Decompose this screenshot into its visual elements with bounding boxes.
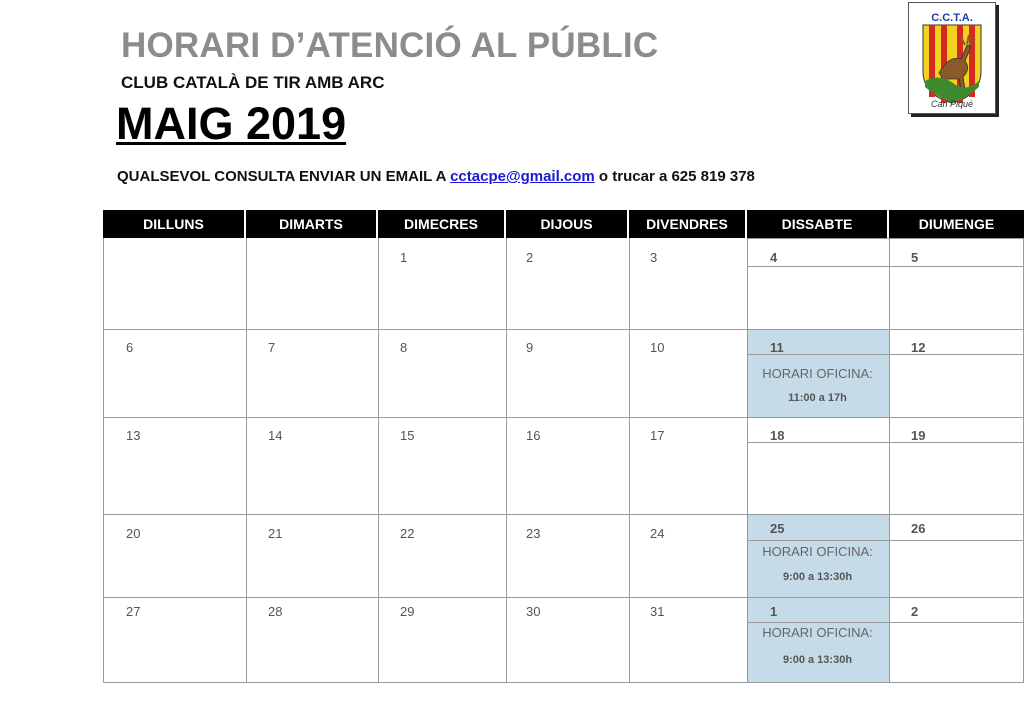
day-8: 8	[400, 340, 408, 355]
day-6: 6	[126, 340, 134, 355]
day-7: 7	[268, 340, 276, 355]
header-divendres: DIVENDRES	[629, 210, 747, 238]
day-5: 5	[911, 250, 919, 265]
day-3: 3	[650, 250, 658, 265]
day-4: 4	[770, 250, 778, 265]
header-dissabte: DISSABTE	[747, 210, 889, 238]
header-dimecres: DIMECRES	[378, 210, 506, 238]
month-title: MAIG 2019	[116, 98, 347, 149]
logo-bottom-text: Can Piqué	[930, 99, 974, 109]
day-27: 27	[126, 604, 141, 619]
day-18: 18	[770, 428, 785, 443]
day-31: 31	[650, 604, 665, 619]
day-2: 2	[526, 250, 534, 265]
contact-line	[117, 168, 755, 185]
day-15: 15	[400, 428, 415, 443]
day-28: 28	[268, 604, 283, 619]
day-14: 14	[268, 428, 283, 443]
day-16: 16	[526, 428, 541, 443]
day-30: 30	[526, 604, 541, 619]
day-26: 26	[911, 521, 926, 536]
header-dimarts: DIMARTS	[246, 210, 378, 238]
logo-top-text: C.C.T.A.	[931, 12, 973, 24]
office-hours-25: 9:00 a 13:30h	[782, 571, 853, 583]
office-label-june-1: HORARI OFICINA:	[762, 625, 873, 640]
office-hours-11: 11:00 a 17h	[788, 392, 847, 404]
office-label-11: HORARI OFICINA:	[762, 366, 873, 381]
day-9: 9	[526, 340, 534, 355]
header-dijous: DIJOUS	[506, 210, 629, 238]
day-13: 13	[126, 428, 141, 443]
page-title: HORARI D’ATENCIÓ AL PÚBLIC	[121, 26, 659, 65]
club-name: CLUB CATALÀ DE TIR AMB ARC	[121, 73, 385, 92]
header-diumenge: DIUMENGE	[889, 210, 1024, 238]
club-logo	[908, 2, 996, 114]
day-25: 25	[770, 521, 785, 536]
calendar	[103, 210, 1024, 683]
day-1: 1	[400, 250, 408, 265]
day-june-2: 2	[911, 604, 919, 619]
day-23: 23	[526, 526, 541, 541]
contact-suffix: o trucar a 625 819 378	[594, 168, 755, 185]
header-dilluns: DILLUNS	[103, 210, 246, 238]
contact-email-link[interactable]: cctacpe@gmail.com	[450, 168, 595, 185]
day-29: 29	[400, 604, 415, 619]
contact-prefix: QUALSEVOL CONSULTA ENVIAR UN EMAIL A	[117, 168, 451, 185]
day-17: 17	[650, 428, 665, 443]
office-label-25: HORARI OFICINA:	[762, 544, 873, 559]
day-10: 10	[650, 340, 665, 355]
office-hours-june-1: 9:00 a 13:30h	[782, 654, 853, 666]
day-12: 12	[911, 340, 926, 355]
day-11: 11	[770, 340, 784, 355]
day-21: 21	[268, 526, 283, 541]
day-20: 20	[126, 526, 141, 541]
day-19: 19	[911, 428, 926, 443]
day-june-1: 1	[770, 604, 778, 619]
office-cell-1	[747, 597, 889, 683]
day-22: 22	[400, 526, 415, 541]
day-24: 24	[650, 526, 665, 541]
club-logo-graphic	[909, 3, 995, 113]
